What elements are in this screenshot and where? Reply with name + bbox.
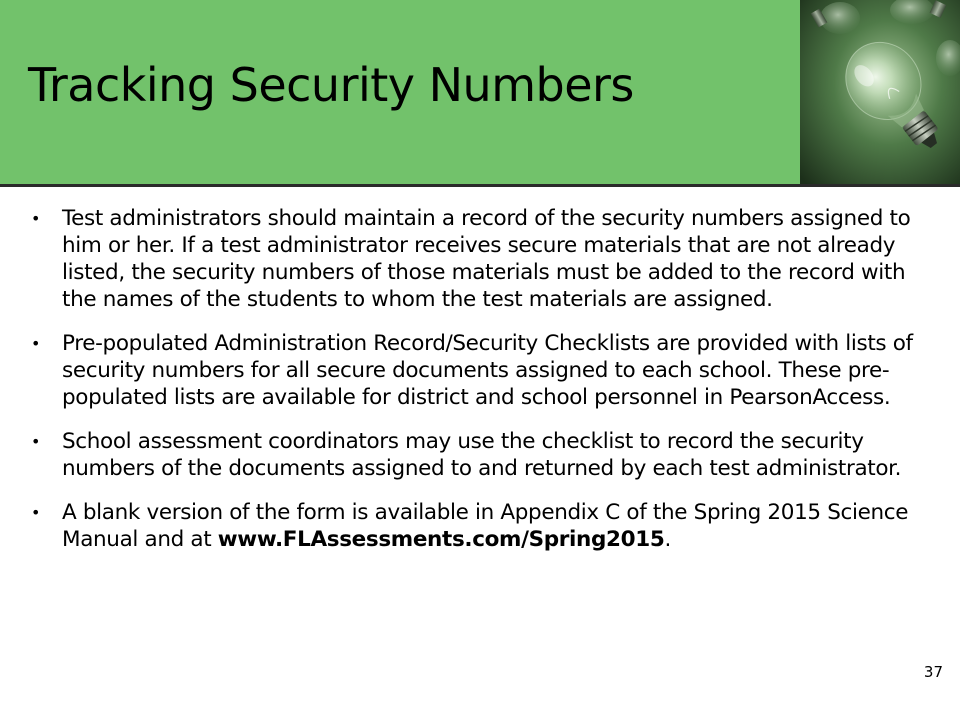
bullet-text: A blank version of the form is available in Appendix C of the Spring 2015 Science Manual and at: [62, 500, 909, 552]
website-link[interactable]: www.FLAssessments.com/Spring2015: [217, 527, 665, 552]
slide-title: Tracking Security Numbers: [28, 58, 634, 112]
bullet-text: School assessment coordinators may use the checklist to record the security numbers of the documents assigned to and returned by each test administrator.: [62, 429, 902, 481]
bullet-icon: •: [31, 334, 41, 353]
bullet-text-end: .: [664, 527, 671, 552]
bullet-item: [28, 428, 933, 482]
bullet-text: Test administrators should maintain a record of the security numbers assigned to him or her. If a test administrator receives secure materials that are not already listed, the security numbers of those materials must be added to the record with the names of the students to whom the test materials are assigned.: [62, 206, 911, 312]
bullet-item: [28, 499, 933, 553]
bullet-icon: •: [31, 503, 41, 522]
bullet-item: [28, 205, 933, 313]
bullet-text: Pre-populated Administration Record/Security Checklists are provided with lists of security numbers for all secure documents assigned to each school. These pre-populated lists are available for district and school personnel in PearsonAccess.: [62, 331, 913, 410]
light-bulbs-photo: [800, 0, 960, 184]
header-divider: [0, 184, 960, 187]
bullet-icon: •: [31, 432, 41, 451]
title-banner: [0, 0, 800, 184]
bullet-item: [28, 330, 933, 411]
page-number: 37: [923, 663, 943, 681]
bullet-list: [28, 205, 933, 570]
bullet-icon: •: [31, 209, 41, 228]
